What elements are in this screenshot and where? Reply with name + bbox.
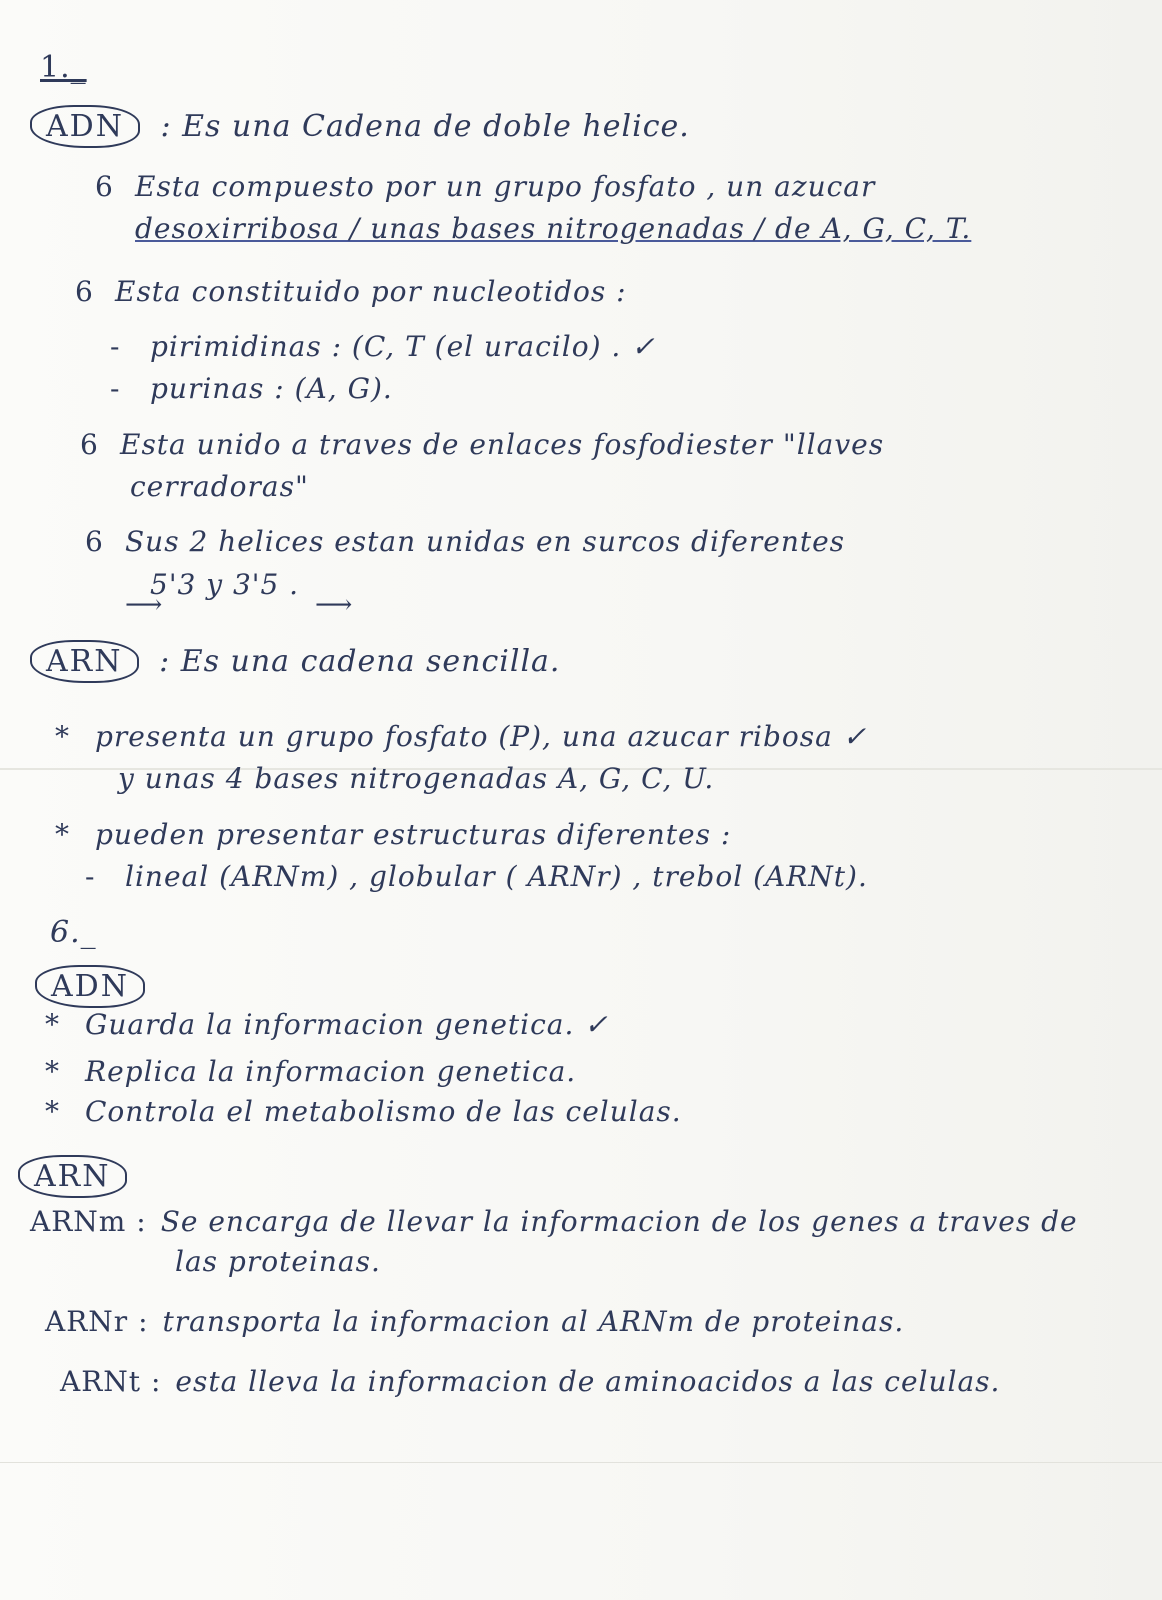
arn-item: * pueden presentar estructuras diferentes : [55, 818, 732, 851]
adn-definition-line [30, 105, 690, 148]
question-number-1: 1._ [40, 50, 87, 85]
q6-adn-item: * Guarda la informacion genetica. ✓ [45, 1008, 609, 1041]
adn-tag: ADN [30, 105, 140, 148]
arn-definition: : Es una cadena sencilla. [159, 644, 561, 679]
adn-tag: ADN [35, 965, 145, 1008]
adn-item: 6 Sus 2 helices estan unidas en surcos diferentes [85, 525, 846, 558]
adn-definition: : Es una Cadena de doble helice. [160, 109, 690, 144]
arrow-icon: ⟶ [315, 590, 353, 620]
arrow-icon: ⟶ [125, 590, 163, 620]
adn-item: - pirimidinas : (C, T (el uracilo) . ✓ [110, 330, 656, 363]
adn-item: 6 Esta unido a traves de enlaces fosfodiester "llaves [80, 428, 885, 461]
q6-adn-item: * Controla el metabolismo de las celulas. [45, 1095, 682, 1128]
adn-item: 5'3 y 3'5 . [150, 568, 300, 601]
adn-item: 6 Esta compuesto por un grupo fosfato , un azucar [95, 170, 876, 203]
q6-arn-item: ARNr : transporta la informacion al ARNm de proteinas. [45, 1305, 905, 1338]
adn-item: desoxirribosa / unas bases nitrogenadas / de A, G, C, T. [135, 212, 972, 245]
arn-item: - lineal (ARNm) , globular ( ARNr) , trebol (ARNt). [85, 860, 868, 893]
arn-item: y unas 4 bases nitrogenadas A, G, C, U. [118, 762, 715, 795]
adn-item: cerradoras" [130, 470, 309, 503]
question-number-6: 6._ [50, 915, 97, 950]
q6-arn-item: ARNt : esta lleva la informacion de aminoacidos a las celulas. [60, 1365, 1001, 1398]
arn-tag: ARN [30, 640, 139, 683]
arn-tag: ARN [18, 1155, 127, 1198]
q6-adn-item: * Replica la informacion genetica. [45, 1055, 577, 1088]
adn-item: 6 Esta constituido por nucleotidos : [75, 275, 627, 308]
arn-definition-line [30, 640, 560, 683]
q6-arn-tag-line [18, 1155, 137, 1198]
q6-adn-tag-line [35, 965, 155, 1008]
paper-fold-line-bottom [0, 1462, 1162, 1463]
q6-arn-item: las proteinas. [175, 1245, 381, 1278]
arn-item: * presenta un grupo fosfato (P), una azucar ribosa ✓ [55, 720, 868, 753]
adn-item: - purinas : (A, G). [110, 372, 393, 405]
q6-arn-item: ARNm : Se encarga de llevar la informacion de los genes a traves de [30, 1205, 1078, 1238]
